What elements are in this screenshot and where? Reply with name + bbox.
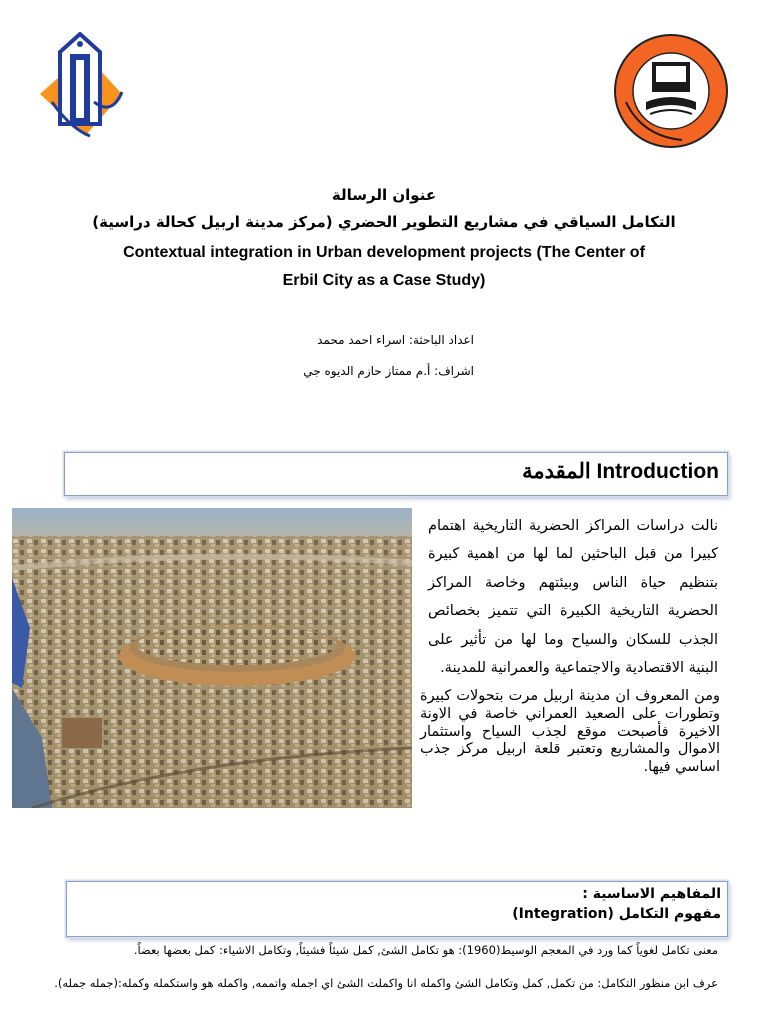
thesis-title-english-line1: Contextual integration in Urban development projects (The Center of: [123, 244, 645, 261]
thesis-title-english-line2: Erbil City as a Case Study): [282, 272, 486, 289]
author-line: اعداد الباحثة: اسراء احمد محمد: [317, 333, 474, 347]
introduction-paragraph-1: نالت دراسات المراكز الحضرية التاريخية اهتمام كبيرا من قبل الباحثين لما لها من اهمية كبيرة بتنظيم حياة الناس وبيئتهم وخاصة المراكز الحضرية التاريخية الكبيرة التي تتميز بخصائص الجذب للسكان والسياح وما لها من تأثير على البنية الاقتصادية والاجتماعية والعمرانية للمدينة.: [428, 518, 718, 677]
supervisor-line: اشراف: أ.م ممتاز حازم الديوه جي: [303, 364, 474, 378]
introduction-heading-box: [64, 452, 728, 496]
university-seal-icon: [612, 32, 730, 150]
integration-concept-subtitle: مفهوم التكامل (Integration): [512, 906, 721, 922]
definition-paragraph-2: عرف ابن منظور التكامل: من تكمل, كمل وتكامل الشئ واكمله انا واكملت الشئ اي اجمله واتممه, واكمله هو واستكمله وكمله:(جمله جمله).: [54, 976, 718, 990]
aerial-city-image: [12, 508, 412, 808]
basic-concepts-title: المفاهيم الاساسية :: [582, 886, 721, 902]
thesis-label: عنوان الرسالة: [331, 186, 437, 204]
erbil-citadel-aerial-photo: [12, 508, 412, 808]
architecture-department-logo: [30, 32, 130, 144]
building-logo-icon: [30, 32, 130, 144]
definition-paragraph-1: معنى تكامل لغوياً كما ورد في المعجم الوسيط(1960): هو تكامل الشئ, كمل شيئاً فشيئاً, وتكامل الاشياء: كمل بعضها بعضاً.: [133, 943, 718, 957]
introduction-paragraph-2: ومن المعروف ان مدينة اربيل مرت بتحولات كبيرة وتطورات على الصعيد العمراني خاصة في الاونة الاخيرة فأصبحت موقع لجذب السياح واستثمار الاموال والمشاريع وتعتبر قلعة اربيل مركز جذب اساسي فيها.: [420, 688, 720, 776]
university-seal: [612, 32, 730, 150]
basic-concepts-heading-box: [66, 881, 728, 937]
thesis-title-arabic: التكامل السياقي في مشاريع التطوير الحضري (مركز مدينة اربيل كحالة دراسية): [92, 213, 676, 231]
introduction-heading: المقدمة Introduction: [522, 460, 719, 483]
